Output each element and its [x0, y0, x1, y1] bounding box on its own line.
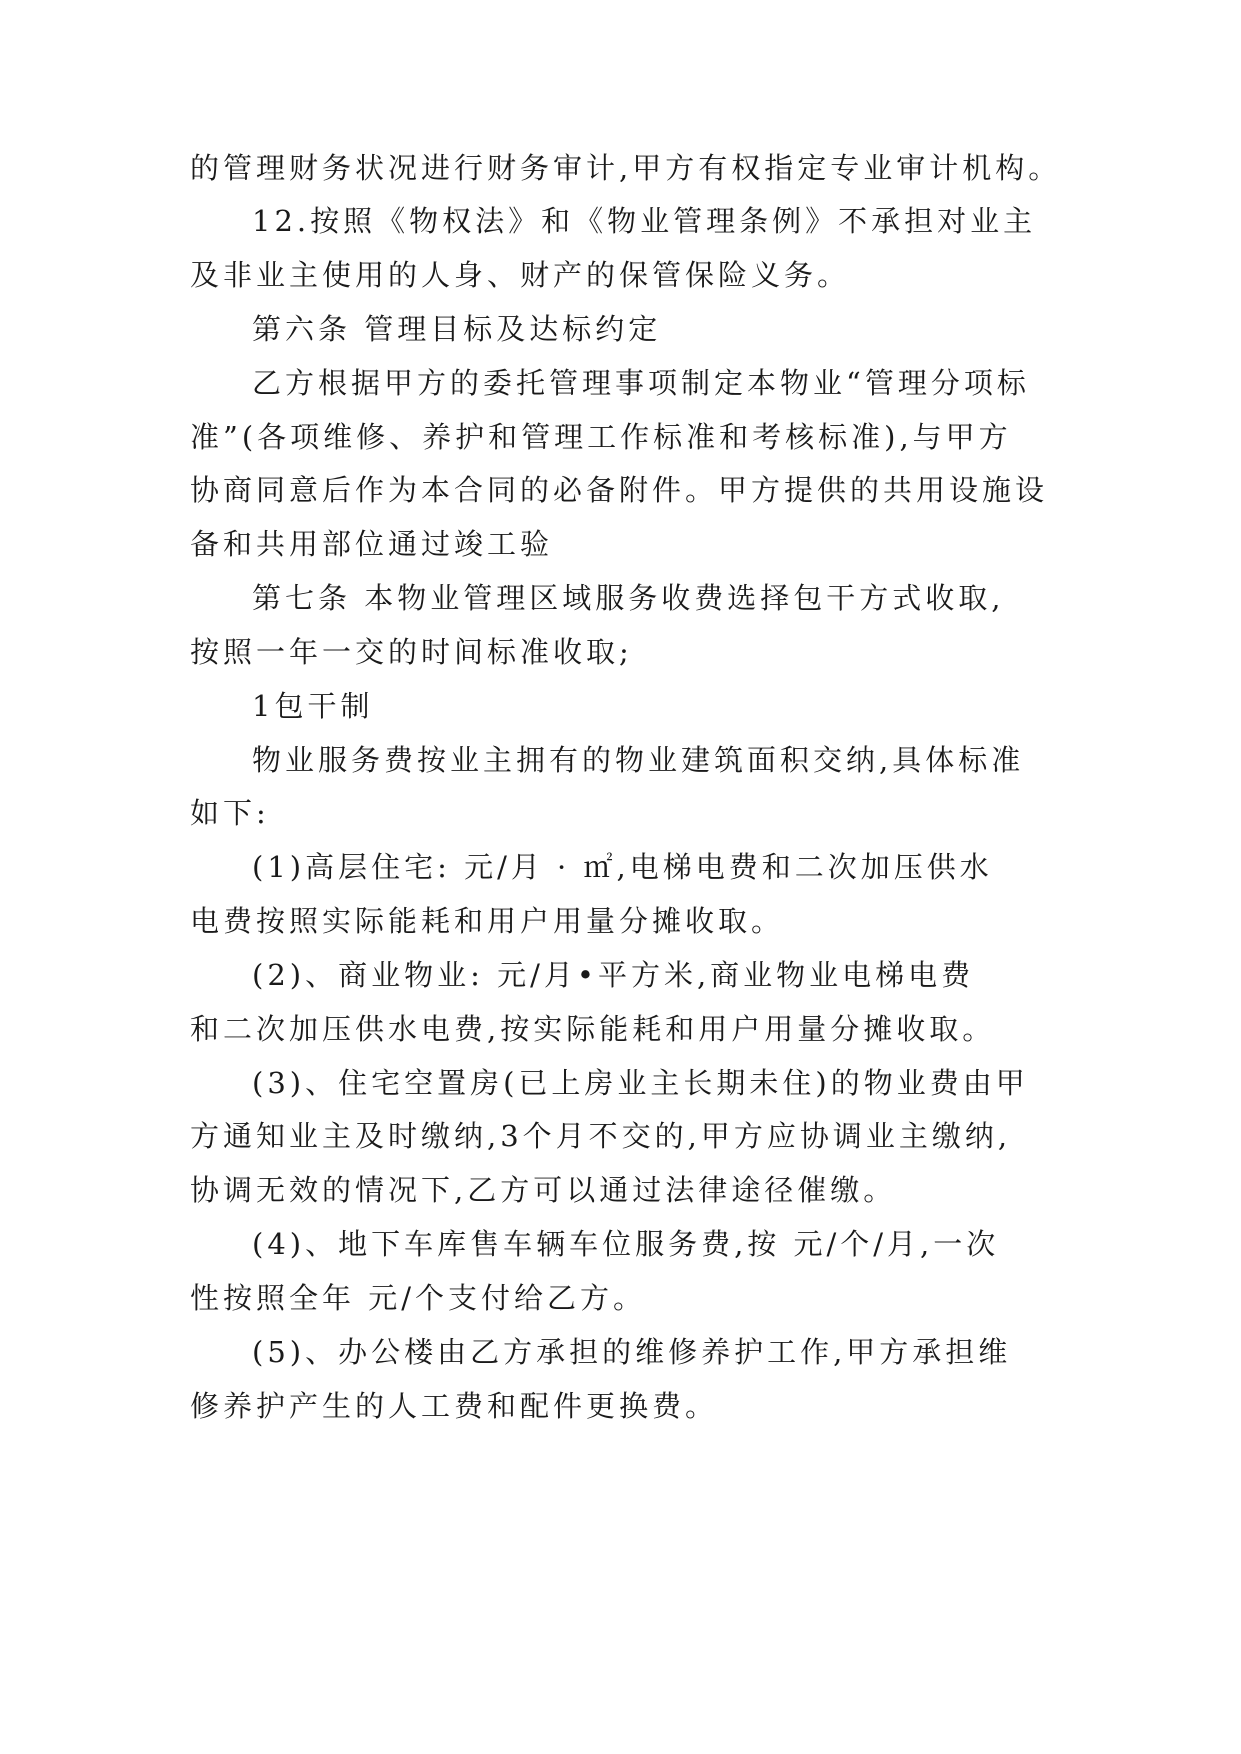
- text-line-3: 及非业主使用的人身、财产的保管保险义务。: [190, 258, 851, 292]
- section-heading-article-6: 第六条 管理目标及达标约定: [252, 312, 662, 346]
- text-line-19: 方通知业主及时缴纳,3个月不交的,甲方应协调业主缴纳,: [190, 1119, 1012, 1153]
- text-line-2: 12.按照《物权法》和《物业管理条例》不承担对业主: [252, 204, 1037, 238]
- text-line-1: 的管理财务状况进行财务审计,甲方有权指定专业审计机构。: [190, 151, 1062, 185]
- text-line-14: (1)高层住宅: 元/月 · ㎡,电梯电费和二次加压供水: [252, 850, 993, 884]
- text-line-18: (3)、住宅空置房(已上房业主长期未住)的物业费由甲: [252, 1066, 1029, 1100]
- text-line-5: 乙方根据甲方的委托管理事项制定本物业“管理分项标: [252, 366, 1030, 400]
- text-line-23: (5)、办公楼由乙方承担的维修养护工作,甲方承担维: [252, 1335, 1012, 1369]
- text-line-12: 物业服务费按业主拥有的物业建筑面积交纳,具体标准: [252, 743, 1025, 777]
- text-line-13: 如下:: [190, 796, 270, 830]
- text-line-11: 1包干制: [252, 689, 374, 723]
- text-line-6: 准”(各项维修、养护和管理工作标准和考核标准),与甲方: [190, 420, 1012, 454]
- text-line-20: 协调无效的情况下,乙方可以通过法律途径催缴。: [190, 1173, 897, 1207]
- text-line-16: (2)、商业物业: 元/月•平方米,商业物业电梯电费: [252, 958, 975, 992]
- section-heading-article-7: 第七条 本物业管理区域服务收费选择包干方式收取,: [252, 581, 1005, 615]
- text-line-7: 协商同意后作为本合同的必备附件。甲方提供的共用设施设: [190, 473, 1049, 507]
- text-line-8: 备和共用部位通过竣工验: [190, 527, 554, 561]
- text-line-22: 性按照全年 元/个支付给乙方。: [190, 1281, 646, 1315]
- text-line-10: 按照一年一交的时间标准收取;: [190, 635, 633, 669]
- text-line-21: (4)、地下车库售车辆车位服务费,按 元/个/月,一次: [252, 1227, 1000, 1261]
- text-line-15: 电费按照实际能耗和用户用量分摊收取。: [190, 904, 785, 938]
- text-line-24: 修养护产生的人工费和配件更换费。: [190, 1389, 719, 1423]
- text-line-17: 和二次加压供水电费,按实际能耗和用户用量分摊收取。: [190, 1012, 996, 1046]
